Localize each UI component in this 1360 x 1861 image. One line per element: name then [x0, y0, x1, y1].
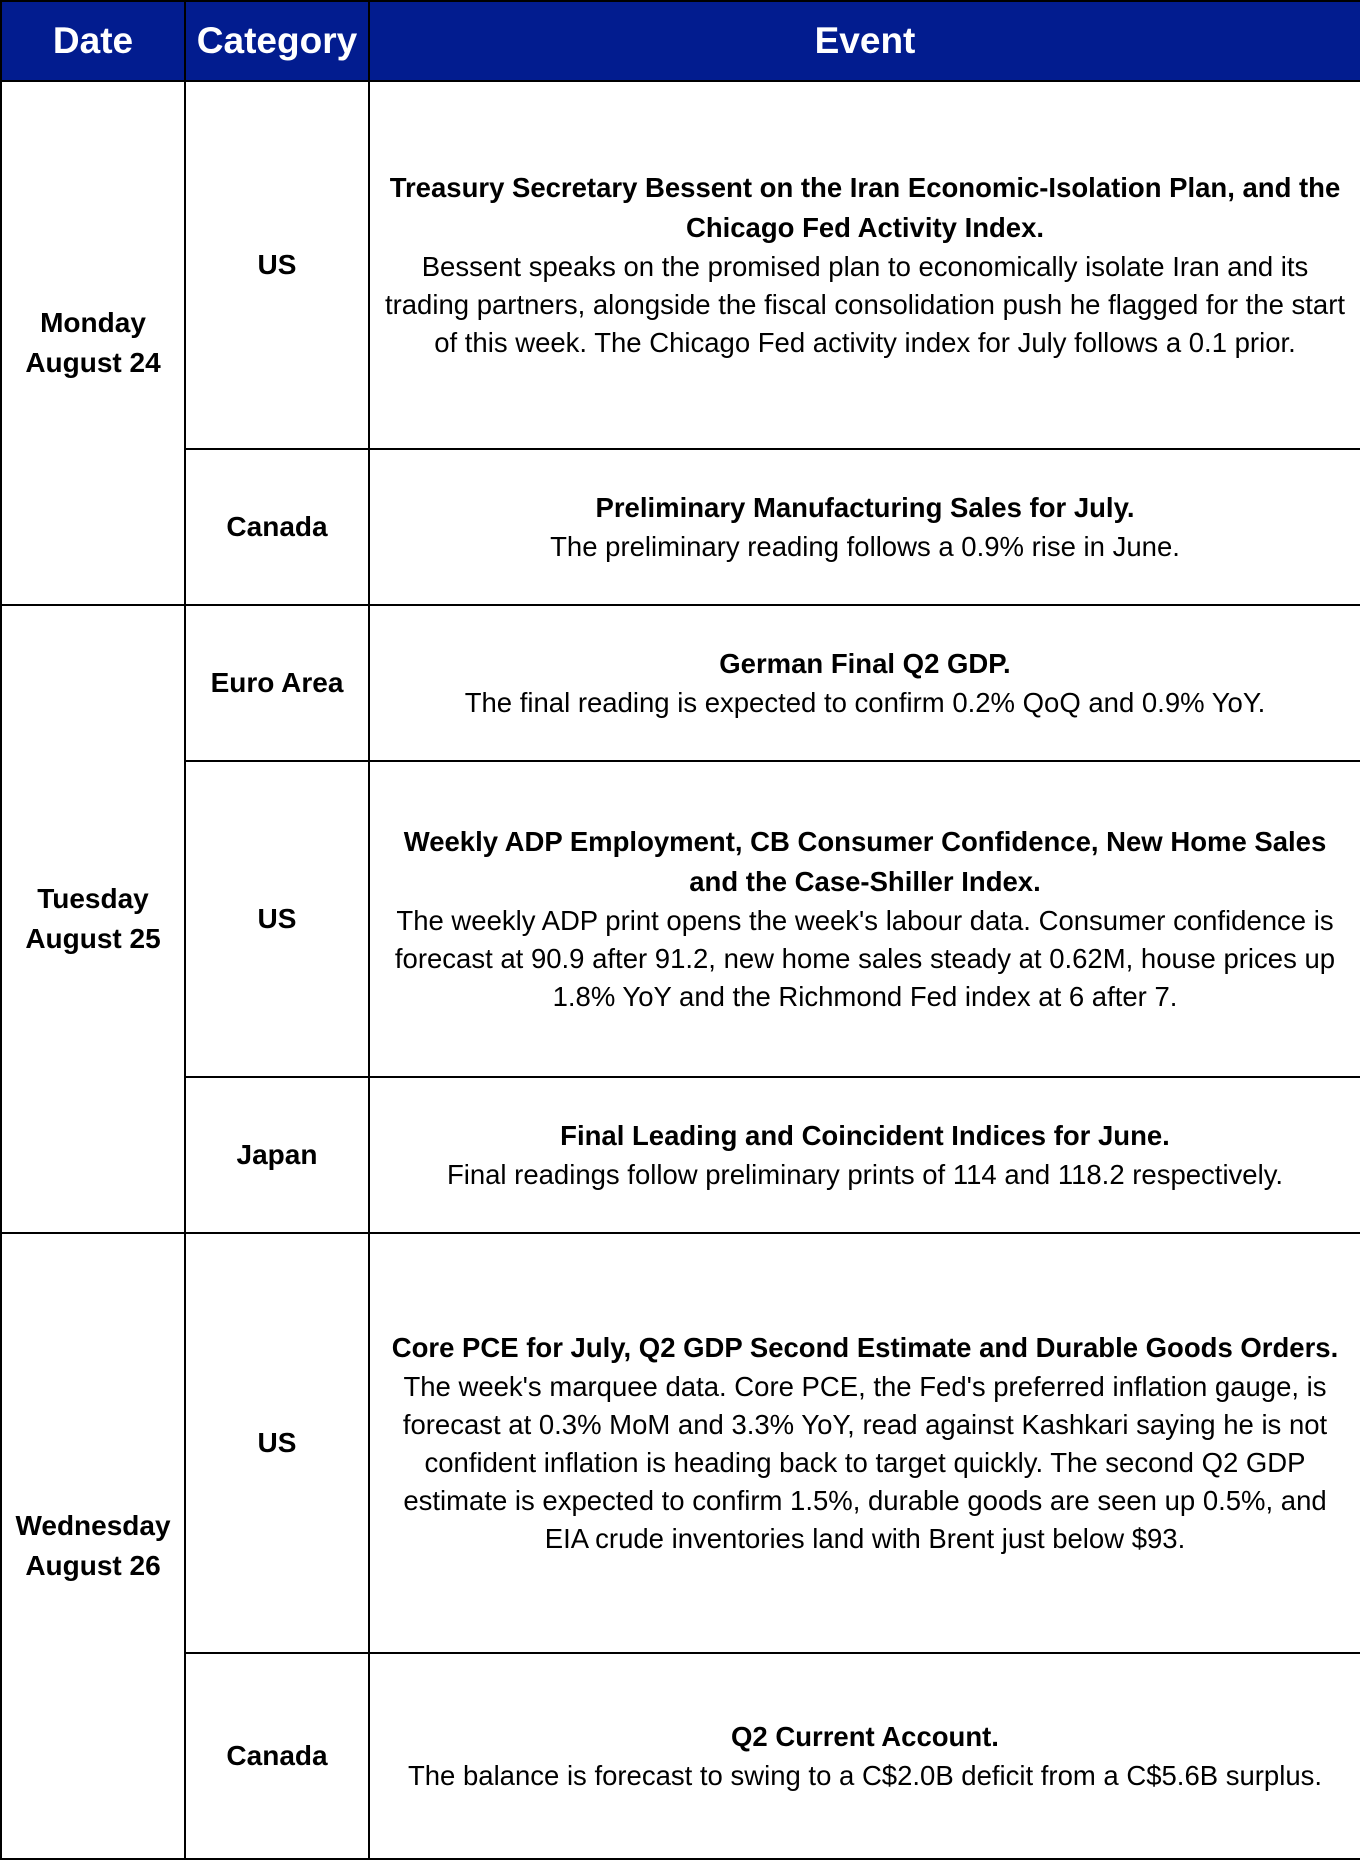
date-label: August 26 — [25, 1550, 161, 1581]
date-cell-monday — [1, 81, 185, 605]
header-row — [1, 1, 1360, 81]
event-cell — [369, 449, 1360, 605]
event-title: Final Leading and Coincident Indices for June. — [560, 1120, 1170, 1151]
weekday-label: Wednesday — [15, 1510, 171, 1541]
table-row — [1, 1233, 1360, 1653]
table-row — [1, 81, 1360, 449]
header-category: Category — [185, 1, 369, 81]
event-description: Final readings follow preliminary prints of 114 and 118.2 respectively. — [446, 1159, 1284, 1190]
table-row — [1, 761, 1360, 1077]
category-cell: Canada — [185, 1653, 369, 1859]
header-date: Date — [1, 1, 185, 81]
event-description: The balance is forecast to swing to a C$2.0B deficit from a C$5.6B surplus. — [407, 1760, 1323, 1791]
event-cell — [369, 1233, 1360, 1653]
category-cell: US — [185, 1233, 369, 1653]
date-cell-wednesday — [1, 1233, 185, 1859]
event-cell — [369, 81, 1360, 449]
category-cell: Canada — [185, 449, 369, 605]
table-row — [1, 1653, 1360, 1859]
event-title: Q2 Current Account. — [731, 1721, 999, 1752]
category-cell: Euro Area — [185, 605, 369, 761]
event-cell — [369, 1077, 1360, 1233]
event-description: Bessent speaks on the promised plan to economically isolate Iran and its trading partners, alongside the fiscal consolidation push he flagged for the start of this week. The Chicago Fed activity index for July follows a 0.1 prior. — [384, 251, 1346, 358]
event-description: The preliminary reading follows a 0.9% rise in June. — [550, 531, 1180, 562]
date-label: August 24 — [25, 347, 161, 378]
category-cell: Japan — [185, 1077, 369, 1233]
event-title: Weekly ADP Employment, CB Consumer Confidence, New Home Sales and the Case-Shiller Index. — [403, 826, 1327, 897]
event-cell — [369, 1653, 1360, 1859]
category-cell: US — [185, 81, 369, 449]
event-cell — [369, 605, 1360, 761]
table-row — [1, 605, 1360, 761]
table-row — [1, 1077, 1360, 1233]
date-cell-tuesday — [1, 605, 185, 1233]
date-label: August 25 — [25, 923, 161, 954]
weekday-label: Tuesday — [37, 883, 149, 914]
event-description: The week's marquee data. Core PCE, the Fed's preferred inflation gauge, is forecast at 0.3% MoM and 3.3% YoY, read against Kashkari saying he is not confident inflation is heading back to target quickly. The second Q2 GDP estimate is expected to confirm 1.5%, durable goods are seen up 0.5%, and EIA crude inventories land with Brent just below $93. — [402, 1371, 1328, 1554]
weekday-label: Monday — [40, 307, 146, 338]
event-title: German Final Q2 GDP. — [719, 648, 1011, 679]
event-cell — [369, 761, 1360, 1077]
header-event: Event — [369, 1, 1360, 81]
event-title: Preliminary Manufacturing Sales for July. — [595, 492, 1135, 523]
event-description: The final reading is expected to confirm 0.2% QoQ and 0.9% YoY. — [464, 687, 1266, 718]
table-row — [1, 449, 1360, 605]
event-title: Core PCE for July, Q2 GDP Second Estimate and Durable Goods Orders. — [391, 1332, 1339, 1363]
event-description: The weekly ADP print opens the week's labour data. Consumer confidence is forecast at 90.9 after 91.2, new home sales steady at 0.62M, house prices up 1.8% YoY and the Richmond Fed index at 6 after 7. — [394, 905, 1336, 1012]
event-title: Treasury Secretary Bessent on the Iran Economic-Isolation Plan, and the Chicago Fed Activity Index. — [389, 172, 1341, 243]
category-cell: US — [185, 761, 369, 1077]
